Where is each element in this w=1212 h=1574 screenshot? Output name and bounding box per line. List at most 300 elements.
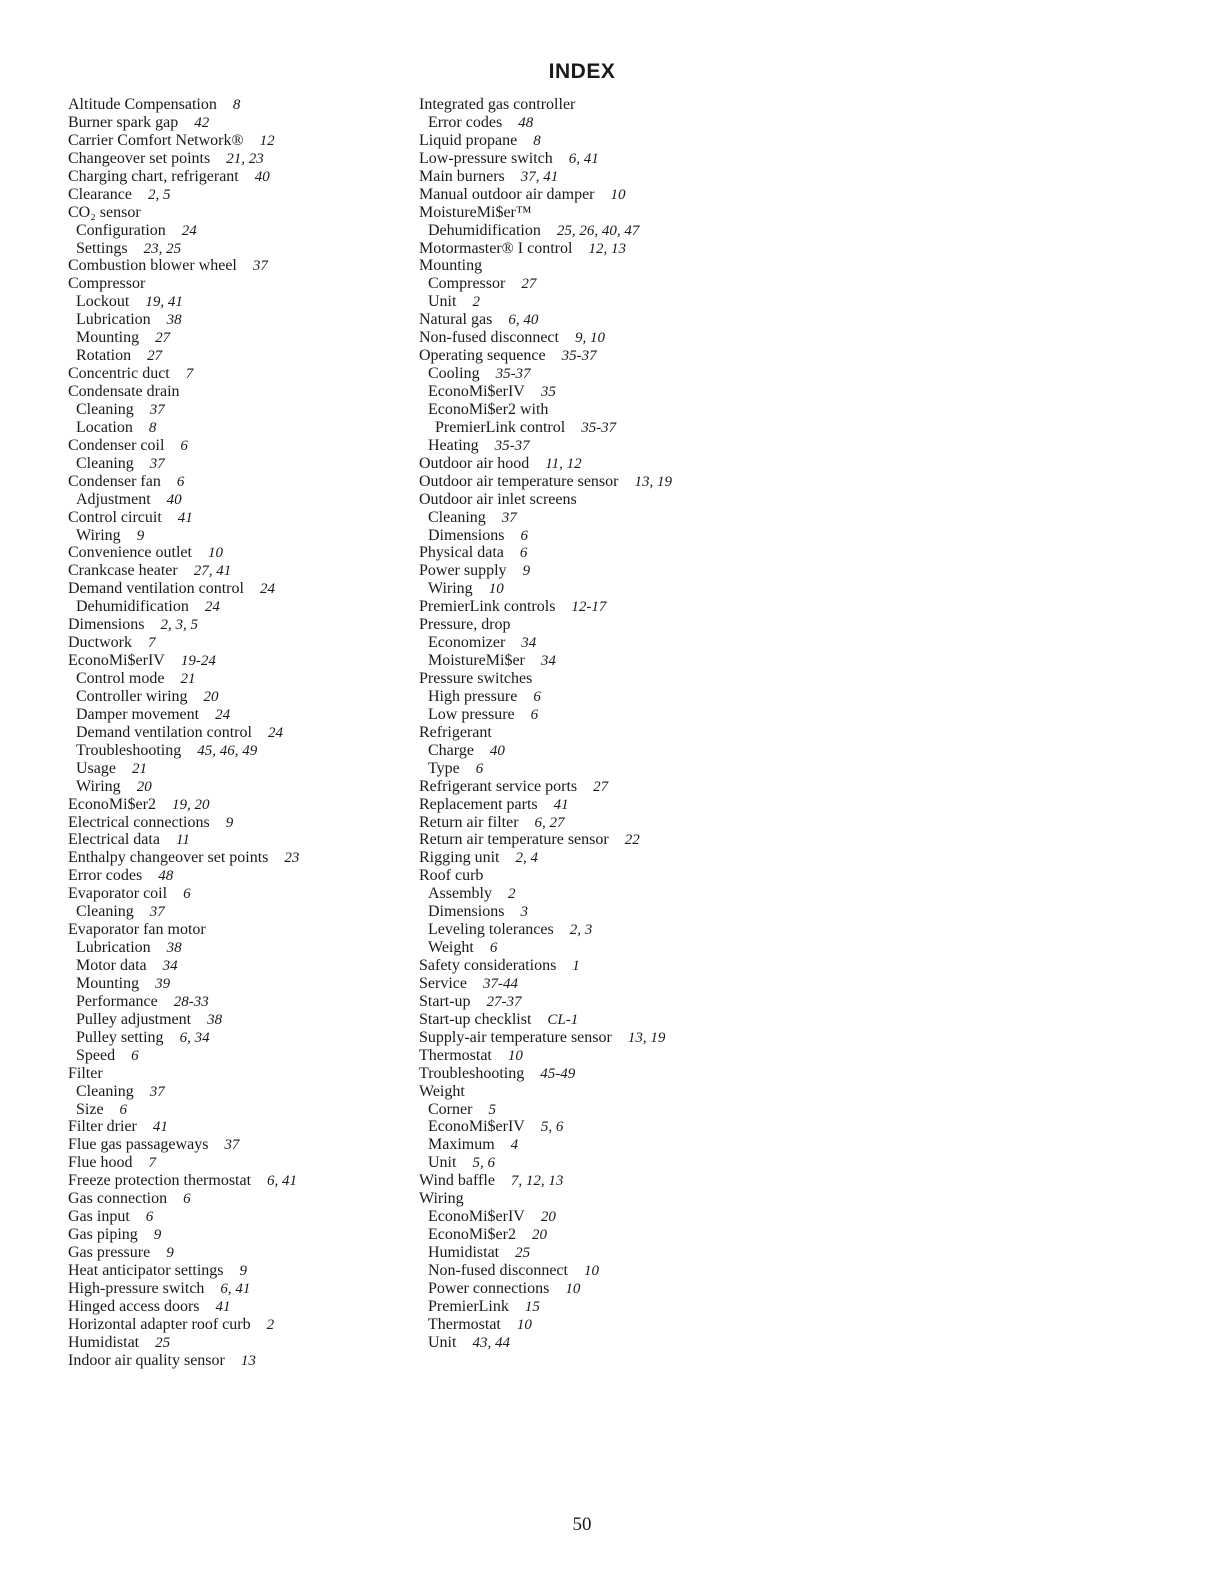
page-reference: 2, 3 xyxy=(569,922,593,939)
index-subentry xyxy=(419,509,779,527)
page-reference: 24 xyxy=(259,581,275,598)
index-term: Ductwork xyxy=(68,634,132,652)
page-reference: 34 xyxy=(540,653,556,670)
index-entry xyxy=(68,1334,408,1352)
page-reference: 35-37 xyxy=(495,366,531,383)
index-term: Unit xyxy=(428,1154,457,1172)
page-reference: 6 xyxy=(176,473,185,490)
index-term: Adjustment xyxy=(76,490,151,508)
index-entry xyxy=(68,186,408,204)
page-reference: 34 xyxy=(162,958,178,974)
index-term: Humidistat xyxy=(428,1244,500,1261)
index-term: Speed xyxy=(76,1046,116,1064)
index-term: Low pressure xyxy=(428,705,515,723)
index-term: Burner spark gap xyxy=(68,113,179,131)
index-term: CO₂ sensor xyxy=(68,203,141,221)
index-subentry xyxy=(68,1101,408,1119)
index-term: EconoMi$er2 xyxy=(68,795,156,813)
page-reference: 6 xyxy=(530,706,539,723)
page-reference: 6, 41 xyxy=(220,1280,251,1297)
index-subentry xyxy=(419,760,779,778)
index-subentry xyxy=(419,527,779,545)
index-term: Wiring xyxy=(419,1190,464,1208)
index-term: Filter xyxy=(68,1064,103,1082)
index-term: Settings xyxy=(76,239,128,257)
index-entry xyxy=(68,275,408,293)
page-reference: 5 xyxy=(488,1101,496,1118)
page-reference: 6 xyxy=(145,1209,154,1226)
page-reference: 6 xyxy=(183,1191,191,1208)
page-reference: 34 xyxy=(521,635,537,652)
page-reference: 2, 4 xyxy=(515,850,538,867)
index-term: Wiring xyxy=(76,777,121,795)
index-subentry xyxy=(419,114,779,132)
index-entry xyxy=(419,1190,779,1208)
page-reference: 22 xyxy=(624,832,640,849)
page-reference: 9 xyxy=(225,814,234,831)
index-term: Lockout xyxy=(76,293,130,311)
page-reference: 21 xyxy=(131,760,147,777)
index-entry xyxy=(68,473,408,491)
index-term: Gas piping xyxy=(68,1226,138,1244)
index-subentry xyxy=(419,742,779,760)
index-subentry xyxy=(419,365,779,383)
index-subentry xyxy=(419,1226,779,1244)
index-entry xyxy=(419,796,779,814)
index-entry xyxy=(68,96,408,114)
page-reference: 38 xyxy=(166,940,182,957)
index-subentry xyxy=(68,957,408,975)
page-reference: CL-1 xyxy=(547,1011,579,1028)
page-reference: 20 xyxy=(136,778,152,795)
index-term: Cleaning xyxy=(76,400,134,418)
page-reference: 9 xyxy=(153,1227,162,1244)
index-entry xyxy=(419,186,779,204)
index-term: Performance xyxy=(76,992,158,1010)
page-reference: 6, 27 xyxy=(534,814,565,831)
index-term: Charge xyxy=(428,741,474,759)
index-subentry xyxy=(68,975,408,993)
page-reference: 40 xyxy=(166,491,182,508)
page-reference: 37-44 xyxy=(482,975,518,992)
page-reference: 10 xyxy=(516,1316,532,1333)
page-reference: 20 xyxy=(203,688,219,705)
index-subentry xyxy=(68,401,408,419)
index-entry xyxy=(419,204,779,222)
page-reference: 24 xyxy=(215,706,231,723)
index-subentry xyxy=(419,293,779,311)
index-entry xyxy=(68,383,408,401)
index-subentry xyxy=(68,329,408,347)
index-subentry xyxy=(419,1316,779,1334)
index-term: Altitude Compensation xyxy=(68,96,217,113)
page-reference: 7 xyxy=(185,366,194,383)
index-term: Control mode xyxy=(76,670,165,687)
page-reference: 6 xyxy=(519,545,528,562)
page-reference: 41 xyxy=(177,509,193,526)
index-term: Pulley adjustment xyxy=(76,1010,192,1028)
index-entry xyxy=(68,849,408,867)
index-term: Gas pressure xyxy=(68,1244,151,1261)
page-reference: 24 xyxy=(204,599,220,616)
index-term: MoistureMi$er™ xyxy=(419,203,532,221)
page-reference: 9 xyxy=(136,527,145,544)
index-entry xyxy=(68,365,408,383)
page-reference: 10 xyxy=(507,1047,523,1064)
index-entry xyxy=(68,509,408,527)
page-reference: 37 xyxy=(501,509,517,526)
page-reference: 19, 41 xyxy=(145,294,183,311)
page-reference: 15 xyxy=(524,1298,540,1315)
index-subentry xyxy=(419,383,779,401)
page-reference: 27 xyxy=(521,276,537,293)
index-subentry xyxy=(68,455,408,473)
page-reference: 2, 3, 5 xyxy=(160,617,198,634)
index-entry xyxy=(419,329,779,347)
page-reference: 8 xyxy=(148,419,157,436)
index-term: Thermostat xyxy=(419,1046,492,1064)
page-reference: 39 xyxy=(155,975,171,992)
page-number: 50 xyxy=(572,1514,592,1535)
index-term: Non-fused disconnect xyxy=(419,329,559,347)
page-reference: 1 xyxy=(572,958,580,974)
index-entry xyxy=(419,867,779,885)
index-subentry xyxy=(419,1136,779,1154)
index-term: Start-up xyxy=(419,992,471,1010)
index-subentry xyxy=(68,688,408,706)
index-term: Dimensions xyxy=(68,616,145,634)
page-reference: 8 xyxy=(232,97,241,113)
index-subentry xyxy=(68,491,408,509)
page-reference: 6 xyxy=(489,940,498,957)
page-reference: 7 xyxy=(148,1155,156,1172)
index-entry xyxy=(68,1190,408,1208)
index-subentry xyxy=(68,760,408,778)
page-reference: 6 xyxy=(183,886,191,903)
index-term: Compressor xyxy=(68,275,146,293)
index-entry xyxy=(419,831,779,849)
index-entry xyxy=(419,993,779,1011)
index-term: Service xyxy=(419,974,467,992)
index-subentry xyxy=(68,903,408,921)
index-term: Rotation xyxy=(76,347,132,365)
index-entry xyxy=(419,132,779,150)
index-subentry xyxy=(419,634,779,652)
index-subentry xyxy=(419,437,779,455)
index-term: Damper movement xyxy=(76,705,200,723)
index-term: Pressure switches xyxy=(419,670,533,687)
index-term: Thermostat xyxy=(428,1315,501,1333)
index-entry xyxy=(68,257,408,275)
index-term: Refrigerant service ports xyxy=(419,777,578,795)
index-term: Wiring xyxy=(76,526,121,544)
index-term: Supply-air temperature sensor xyxy=(419,1028,612,1046)
index-entry xyxy=(68,1226,408,1244)
page-reference: 4 xyxy=(510,1137,519,1154)
index-subentry xyxy=(419,1101,779,1119)
index-entry xyxy=(419,616,779,634)
index-term: Usage xyxy=(76,759,116,777)
index-term: Demand ventilation control xyxy=(76,723,252,741)
page-reference: 7, 12, 13 xyxy=(510,1173,564,1190)
index-term: Condensate drain xyxy=(68,383,180,400)
index-subentry xyxy=(68,419,408,437)
index-subentry xyxy=(419,885,779,903)
page-reference: 9, 10 xyxy=(574,330,605,347)
index-subentry xyxy=(419,419,779,437)
index-term: Mounting xyxy=(76,974,140,992)
page-reference: 10 xyxy=(565,1280,581,1297)
index-term: Location xyxy=(76,418,133,436)
index-subentry xyxy=(68,742,408,760)
index-term: Gas input xyxy=(68,1208,130,1226)
index-subentry xyxy=(68,1029,408,1047)
index-term: High-pressure switch xyxy=(68,1279,205,1297)
index-entry xyxy=(68,1280,408,1298)
page-reference: 37 xyxy=(149,1083,165,1100)
page-reference: 37 xyxy=(224,1137,240,1154)
page-reference: 37 xyxy=(149,904,165,921)
index-term: Integrated gas controller xyxy=(419,96,576,113)
page-reference: 23, 25 xyxy=(143,240,182,257)
index-entry xyxy=(68,1154,408,1172)
index-entry xyxy=(419,1011,779,1029)
index-column-right xyxy=(419,96,779,1352)
index-term: Assembly xyxy=(428,885,492,903)
index-term: Error codes xyxy=(68,867,143,885)
index-term: Power supply xyxy=(419,562,507,580)
page-reference: 27-37 xyxy=(486,993,522,1010)
index-entry xyxy=(419,473,779,491)
page-reference: 24 xyxy=(267,724,283,741)
index-entry xyxy=(68,921,408,939)
index-term: Start-up checklist xyxy=(419,1010,532,1028)
index-term: Dehumidification xyxy=(76,598,189,616)
index-term: Gas connection xyxy=(68,1190,168,1208)
page-reference: 9 xyxy=(166,1245,174,1261)
page-reference: 11, 12 xyxy=(545,455,582,472)
page-reference: 6, 34 xyxy=(179,1029,210,1046)
index-entry xyxy=(68,132,408,150)
page-title: INDEX xyxy=(548,60,616,83)
index-subentry xyxy=(419,401,779,419)
index-term: Lubrication xyxy=(76,939,151,957)
page-reference: 38 xyxy=(207,1011,223,1028)
index-term: EconoMi$erIV xyxy=(428,1208,525,1226)
index-entry xyxy=(68,150,408,168)
page-reference: 10 xyxy=(610,186,626,203)
index-term: Outdoor air inlet screens xyxy=(419,490,577,508)
index-entry xyxy=(68,1352,408,1370)
page-reference: 21 xyxy=(180,671,196,687)
index-entry xyxy=(419,975,779,993)
page-reference: 12-17 xyxy=(571,599,607,616)
index-entry xyxy=(419,311,779,329)
index-subentry xyxy=(68,598,408,616)
index-entry xyxy=(68,1065,408,1083)
page-reference: 6, 41 xyxy=(568,150,599,167)
index-term: Troubleshooting xyxy=(419,1064,525,1082)
index-term: Manual outdoor air damper xyxy=(419,185,595,203)
index-term: Filter drier xyxy=(68,1118,137,1136)
page-reference: 12 xyxy=(259,132,275,149)
index-subentry xyxy=(68,724,408,742)
index-term: Wiring xyxy=(428,580,473,598)
index-entry xyxy=(68,562,408,580)
index-term: Unit xyxy=(428,293,457,311)
index-term: High pressure xyxy=(428,687,518,705)
page-reference: 38 xyxy=(166,312,182,329)
index-term: Troubleshooting xyxy=(76,741,182,759)
index-term: EconoMi$erIV xyxy=(428,383,525,400)
index-entry xyxy=(68,1298,408,1316)
page-reference: 6 xyxy=(520,527,528,544)
index-term: Indoor air quality sensor xyxy=(68,1351,225,1369)
index-entry xyxy=(68,1244,408,1262)
index-term: Controller wiring xyxy=(76,687,188,705)
index-subentry xyxy=(68,527,408,545)
index-term: EconoMi$erIV xyxy=(428,1118,525,1136)
index-entry xyxy=(68,885,408,903)
index-subentry xyxy=(68,311,408,329)
index-term: PremierLink controls xyxy=(419,598,556,616)
page-reference: 23 xyxy=(284,850,300,867)
page-reference: 12, 13 xyxy=(588,240,626,257)
page-reference: 27 xyxy=(147,348,163,365)
index-term: Replacement parts xyxy=(419,795,538,813)
index-entry xyxy=(68,652,408,670)
page-reference: 11 xyxy=(175,832,190,849)
index-term: Unit xyxy=(428,1333,457,1351)
page-reference: 5, 6 xyxy=(472,1155,495,1172)
index-entry xyxy=(419,347,779,365)
index-term: Changeover set points xyxy=(68,149,211,167)
index-term: Outdoor air temperature sensor xyxy=(419,472,619,490)
index-entry xyxy=(419,544,779,562)
index-entry xyxy=(68,796,408,814)
index-entry xyxy=(419,455,779,473)
index-entry xyxy=(419,491,779,509)
index-term: Motor data xyxy=(76,957,147,974)
index-term: Low-pressure switch xyxy=(419,149,553,167)
index-entry xyxy=(419,1029,779,1047)
index-term: Liquid propane xyxy=(419,131,518,149)
index-entry xyxy=(419,150,779,168)
index-term: Dimensions xyxy=(428,903,505,921)
page-reference: 6 xyxy=(475,760,484,777)
index-term: Demand ventilation control xyxy=(68,580,244,598)
index-subentry xyxy=(419,1208,779,1226)
page-reference: 48 xyxy=(158,868,174,885)
index-term: Mounting xyxy=(419,257,483,275)
index-term: Crankcase heater xyxy=(68,562,178,580)
index-term: PremierLink xyxy=(428,1297,509,1315)
page-reference: 35-37 xyxy=(581,419,617,436)
index-term: Configuration xyxy=(76,221,166,239)
page-reference: 37 xyxy=(149,401,165,418)
page-reference: 10 xyxy=(207,545,223,562)
index-entry xyxy=(419,849,779,867)
page-reference: 35 xyxy=(540,384,556,400)
index-term: Maximum xyxy=(428,1136,495,1154)
page-reference: 21, 23 xyxy=(226,150,264,167)
index-entry xyxy=(419,1065,779,1083)
index-term: Condenser coil xyxy=(68,436,165,454)
index-term: Roof curb xyxy=(419,867,484,885)
index-term: Cooling xyxy=(428,365,480,383)
index-entry xyxy=(68,831,408,849)
index-term: Physical data xyxy=(419,544,504,562)
index-term: Refrigerant xyxy=(419,723,492,741)
index-term: Evaporator coil xyxy=(68,885,168,903)
page-reference: 25 xyxy=(515,1245,531,1261)
page-reference: 40 xyxy=(254,168,270,185)
index-term: PremierLink control xyxy=(435,418,566,436)
index-entry xyxy=(419,257,779,275)
index-subentry xyxy=(419,1262,779,1280)
page-reference: 3 xyxy=(520,904,528,921)
index-term: Safety considerations xyxy=(419,957,557,974)
page-reference: 41 xyxy=(215,1298,231,1315)
index-term: Pulley setting xyxy=(76,1028,164,1046)
page-reference: 24 xyxy=(181,222,197,239)
index-term: Lubrication xyxy=(76,311,151,329)
index-term: Heat anticipator settings xyxy=(68,1261,224,1279)
page-reference: 27 xyxy=(593,778,609,795)
index-subentry xyxy=(68,240,408,258)
index-term: Cleaning xyxy=(76,1082,134,1100)
page-reference: 28-33 xyxy=(173,993,209,1010)
page-reference: 6 xyxy=(131,1047,139,1064)
index-term: Rigging unit xyxy=(419,849,500,867)
index-entry xyxy=(419,724,779,742)
index-entry xyxy=(419,814,779,832)
index-term: Type xyxy=(428,759,460,777)
index-term: Combustion blower wheel xyxy=(68,257,237,275)
index-subentry xyxy=(419,1280,779,1298)
page-reference: 5, 6 xyxy=(540,1119,564,1136)
index-term: Return air temperature sensor xyxy=(419,831,609,849)
page-reference: 6 xyxy=(119,1101,128,1118)
page-reference: 45-49 xyxy=(540,1065,576,1082)
index-subentry xyxy=(68,939,408,957)
index-term: Error codes xyxy=(428,113,503,131)
index-subentry xyxy=(68,778,408,796)
page-reference: 27 xyxy=(155,330,171,347)
page-reference: 13, 19 xyxy=(627,1029,666,1046)
index-term: Mounting xyxy=(76,329,140,347)
index-entry xyxy=(419,562,779,580)
page-reference: 42 xyxy=(194,114,210,131)
index-term: Size xyxy=(76,1100,104,1118)
index-subentry xyxy=(419,1154,779,1172)
page-reference: 6, 40 xyxy=(508,312,539,329)
index-term: Compressor xyxy=(428,275,506,293)
index-subentry xyxy=(419,903,779,921)
index-column-left xyxy=(68,96,408,1370)
index-subentry xyxy=(419,275,779,293)
index-subentry xyxy=(419,1118,779,1136)
index-entry xyxy=(68,1118,408,1136)
page-reference: 8 xyxy=(533,132,541,149)
index-term: Concentric duct xyxy=(68,365,170,383)
page-reference: 48 xyxy=(518,114,534,131)
page-reference: 25, 26, 40, 47 xyxy=(556,222,640,239)
page-reference: 9 xyxy=(522,563,531,580)
index-entry xyxy=(419,778,779,796)
page-reference: 6, 41 xyxy=(267,1173,298,1190)
index-subentry xyxy=(419,1334,779,1352)
